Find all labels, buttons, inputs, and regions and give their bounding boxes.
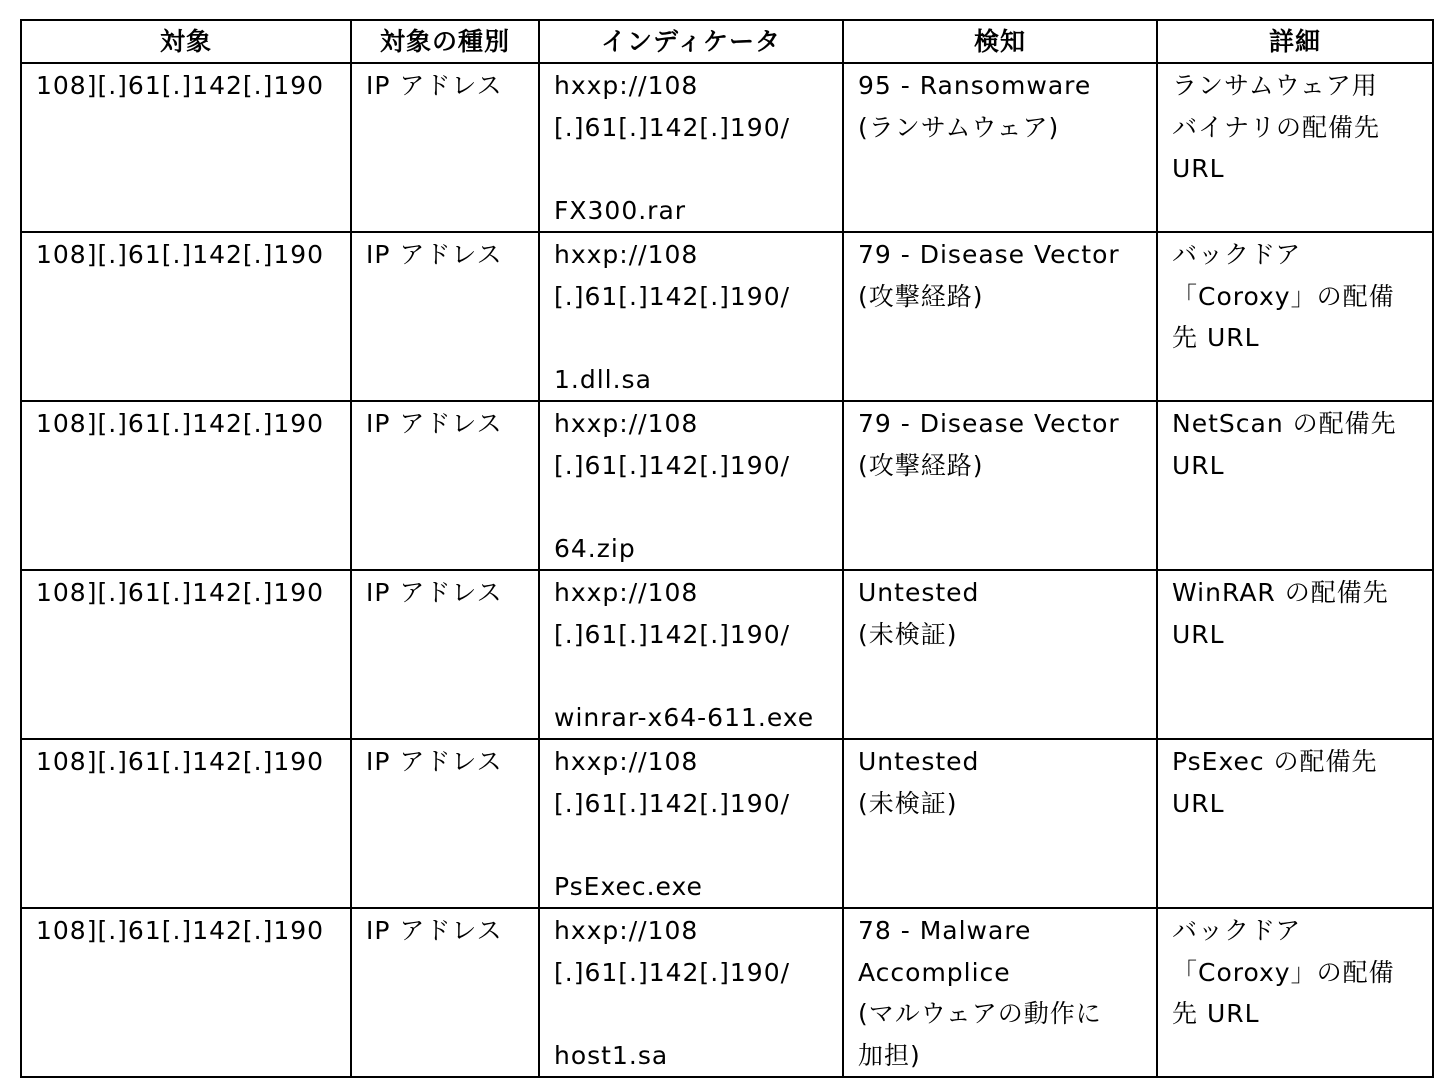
cell-detection-line: (マルウェアの動作に (858, 999, 1102, 1028)
cell-indicator-line: host1.sa (554, 1040, 669, 1070)
cell-indicator-line (554, 993, 828, 1035)
cell-indicator-line: [.]61[.]142[.]190/ (554, 281, 791, 311)
cell-indicator-line: [.]61[.]142[.]190/ (554, 788, 791, 818)
cell-indicator (539, 570, 843, 739)
cell-detail-line: PsExec の配備先 (1172, 747, 1378, 776)
cell-detection (843, 908, 1157, 1077)
cell-detail (1157, 401, 1433, 570)
cell-target-type: IP アドレス (351, 63, 539, 232)
cell-indicator-line: hxxp://108 (554, 747, 699, 776)
cell-target: 108][.]61[.]142[.]190 (21, 570, 351, 739)
cell-target: 108][.]61[.]142[.]190 (21, 908, 351, 1077)
header-target-type: 対象の種別 (351, 20, 539, 63)
cell-indicator-line: winrar-x64-611.exe (554, 702, 815, 732)
cell-detail-line: 「Coroxy」の配備 (1172, 281, 1395, 311)
cell-detail (1157, 908, 1433, 1077)
cell-detection-line: (未検証) (858, 619, 958, 649)
cell-detail-line: URL (1172, 450, 1225, 480)
cell-indicator-line: 64.zip (554, 533, 636, 563)
cell-target: 108][.]61[.]142[.]190 (21, 63, 351, 232)
cell-indicator-line: hxxp://108 (554, 71, 699, 100)
cell-indicator-line (554, 824, 828, 866)
cell-target-type: IP アドレス (351, 739, 539, 908)
cell-detection-line: Untested (858, 578, 980, 607)
header-indicator: インディケータ (539, 20, 843, 63)
cell-detection-line: Accomplice (858, 957, 1011, 987)
cell-indicator (539, 232, 843, 401)
cell-detail-line: バックドア (1172, 916, 1302, 945)
cell-detection (843, 570, 1157, 739)
cell-detail-line: 「Coroxy」の配備 (1172, 957, 1395, 987)
cell-detection (843, 63, 1157, 232)
cell-indicator (539, 63, 843, 232)
cell-indicator-line: FX300.rar (554, 195, 687, 225)
cell-detection-line: (攻撃経路) (858, 281, 984, 311)
cell-indicator-line: PsExec.exe (554, 871, 703, 901)
cell-detail-line: URL (1172, 154, 1225, 183)
header-detection: 検知 (843, 20, 1157, 63)
cell-detection-line: (未検証) (858, 788, 958, 818)
cell-target-type: IP アドレス (351, 908, 539, 1077)
cell-indicator-line: hxxp://108 (554, 916, 699, 945)
cell-indicator-line: [.]61[.]142[.]190/ (554, 112, 791, 142)
cell-detail-line: NetScan の配備先 (1172, 409, 1397, 438)
cell-detection-line: (ランサムウェア) (858, 112, 1060, 142)
cell-detection-line: 78 - Malware (858, 916, 1032, 945)
table-row (21, 401, 1433, 570)
cell-indicator-line (554, 317, 828, 359)
header-detail: 詳細 (1157, 20, 1433, 63)
table-row (21, 63, 1433, 232)
cell-detection (843, 232, 1157, 401)
cell-detail-line: バックドア (1172, 240, 1302, 269)
cell-indicator-line: 1.dll.sa (554, 364, 652, 394)
cell-detail (1157, 63, 1433, 232)
cell-indicator-line (554, 486, 828, 528)
cell-detection-line: 79 - Disease Vector (858, 240, 1120, 269)
cell-indicator-line (554, 655, 828, 697)
cell-detection (843, 401, 1157, 570)
cell-detail-line: URL (1172, 619, 1225, 649)
table-row (21, 232, 1433, 401)
cell-detail-line: ランサムウェア用 (1172, 71, 1378, 100)
cell-detail (1157, 232, 1433, 401)
cell-indicator (539, 401, 843, 570)
cell-target: 108][.]61[.]142[.]190 (21, 401, 351, 570)
cell-detection-line: 79 - Disease Vector (858, 409, 1120, 438)
cell-detection-line: (攻撃経路) (858, 450, 984, 480)
header-target: 対象 (21, 20, 351, 63)
cell-indicator-line: hxxp://108 (554, 578, 699, 607)
cell-indicator-line: [.]61[.]142[.]190/ (554, 450, 791, 480)
cell-indicator-line: hxxp://108 (554, 240, 699, 269)
cell-detail-line: URL (1172, 788, 1225, 818)
cell-detection (843, 739, 1157, 908)
table-row (21, 739, 1433, 908)
cell-indicator (539, 739, 843, 908)
cell-target: 108][.]61[.]142[.]190 (21, 232, 351, 401)
cell-detail-line: バイナリの配備先 (1172, 112, 1381, 142)
cell-target: 108][.]61[.]142[.]190 (21, 739, 351, 908)
cell-indicator-line: [.]61[.]142[.]190/ (554, 957, 791, 987)
cell-target-type: IP アドレス (351, 232, 539, 401)
cell-indicator (539, 908, 843, 1077)
cell-indicator-line (554, 148, 828, 190)
cell-detail-line: WinRAR の配備先 (1172, 578, 1389, 607)
table-row (21, 908, 1433, 1077)
cell-detection-line: Untested (858, 747, 980, 776)
cell-indicator-line: [.]61[.]142[.]190/ (554, 619, 791, 649)
cell-detail (1157, 739, 1433, 908)
cell-detection-line: 加担) (858, 1040, 921, 1070)
cell-detail-line: 先 URL (1172, 323, 1260, 352)
cell-target-type: IP アドレス (351, 401, 539, 570)
cell-detail-line: 先 URL (1172, 999, 1260, 1028)
cell-detection-line: 95 - Ransomware (858, 71, 1092, 100)
indicator-table (20, 19, 1434, 1078)
table-row (21, 570, 1433, 739)
cell-target-type: IP アドレス (351, 570, 539, 739)
cell-detail (1157, 570, 1433, 739)
cell-indicator-line: hxxp://108 (554, 409, 699, 438)
table-header-row (21, 20, 1433, 63)
